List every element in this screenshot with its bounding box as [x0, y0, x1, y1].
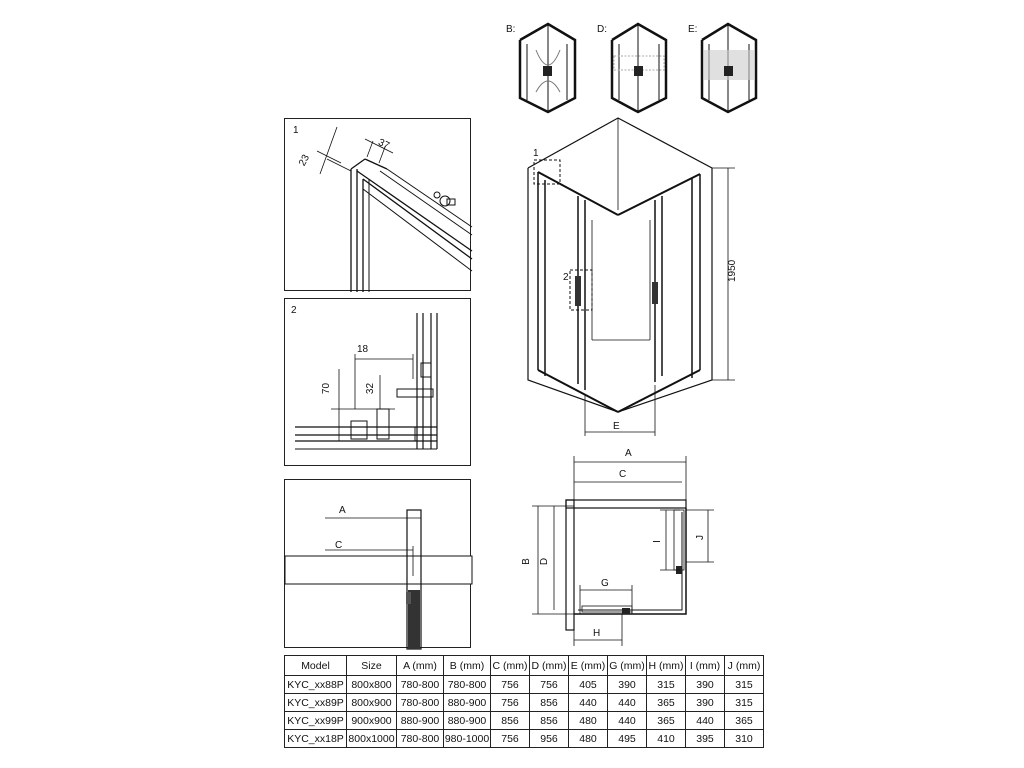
cell-h: 365	[647, 712, 686, 730]
cell-c: 756	[491, 694, 530, 712]
plan-label-h: H	[593, 628, 601, 639]
detail-2-dim-b: 70	[321, 382, 333, 395]
cell-e: 405	[569, 676, 608, 694]
cell-a: 880-900	[397, 712, 444, 730]
detail-1-dim-a: 23	[297, 153, 313, 168]
plan-label-i: I	[651, 540, 663, 543]
plan-label-c: C	[619, 469, 627, 480]
header-h: H (mm)	[647, 656, 686, 676]
variant-b-label: B:	[506, 24, 516, 35]
plan-label-b: B	[520, 558, 532, 565]
plan-label-d: D	[539, 557, 551, 566]
header-j: J (mm)	[725, 656, 764, 676]
cell-e: 480	[569, 730, 608, 748]
cell-b: 980-1000	[444, 730, 491, 748]
elevation-width-label: E	[613, 421, 620, 432]
cell-h: 315	[647, 676, 686, 694]
cell-size: 800x900	[347, 694, 397, 712]
cell-i: 390	[686, 694, 725, 712]
table-row	[285, 694, 764, 712]
cell-h: 365	[647, 694, 686, 712]
detail-1-dim-b: 37	[376, 137, 391, 152]
cell-model: KYC_xx89P	[285, 694, 347, 712]
cell-model: KYC_xx88P	[285, 676, 347, 694]
cell-c: 756	[491, 676, 530, 694]
detail-2-dim-c: 32	[365, 382, 377, 395]
cell-i: 440	[686, 712, 725, 730]
cell-j: 365	[725, 712, 764, 730]
table-row	[285, 730, 764, 748]
cell-size: 800x1000	[347, 730, 397, 748]
header-g: G (mm)	[608, 656, 647, 676]
cell-model: KYC_xx18P	[285, 730, 347, 748]
cell-d: 856	[530, 712, 569, 730]
cell-j: 315	[725, 676, 764, 694]
table-row	[285, 712, 764, 730]
cell-a: 780-800	[397, 676, 444, 694]
plan-label-j: J	[695, 535, 706, 540]
cell-b: 880-900	[444, 694, 491, 712]
cell-j: 315	[725, 694, 764, 712]
table-row	[285, 676, 764, 694]
header-e: E (mm)	[569, 656, 608, 676]
cell-d: 756	[530, 676, 569, 694]
elevation-callout-1: 1	[533, 148, 539, 159]
variant-e-label: E:	[688, 24, 698, 35]
cell-i: 390	[686, 676, 725, 694]
cell-d: 956	[530, 730, 569, 748]
cell-g: 440	[608, 694, 647, 712]
spec-table	[284, 655, 764, 748]
variant-d-label: D:	[597, 24, 607, 35]
cell-h: 410	[647, 730, 686, 748]
cell-j: 310	[725, 730, 764, 748]
detail-1-number: 1	[293, 125, 299, 136]
cell-e: 480	[569, 712, 608, 730]
header-model: Model	[285, 656, 347, 676]
section-label-a: A	[339, 505, 346, 516]
cell-a: 780-800	[397, 694, 444, 712]
cell-c: 856	[491, 712, 530, 730]
plan-label-a: A	[625, 448, 632, 459]
header-c: C (mm)	[491, 656, 530, 676]
cell-g: 440	[608, 712, 647, 730]
header-i: I (mm)	[686, 656, 725, 676]
cell-model: KYC_xx99P	[285, 712, 347, 730]
elevation-height-label: 1950	[727, 259, 738, 282]
section-label-c: C	[335, 540, 343, 551]
detail-2-dim-a: 18	[357, 344, 369, 355]
cell-g: 390	[608, 676, 647, 694]
cell-b: 880-900	[444, 712, 491, 730]
spec-table-header-row	[285, 656, 764, 676]
cell-a: 780-800	[397, 730, 444, 748]
cell-d: 856	[530, 694, 569, 712]
elevation-callout-2: 2	[563, 272, 569, 283]
cell-i: 395	[686, 730, 725, 748]
cell-b: 780-800	[444, 676, 491, 694]
header-a: A (mm)	[397, 656, 444, 676]
cell-size: 800x800	[347, 676, 397, 694]
header-size: Size	[347, 656, 397, 676]
cell-e: 440	[569, 694, 608, 712]
cell-c: 756	[491, 730, 530, 748]
cell-size: 900x900	[347, 712, 397, 730]
header-d: D (mm)	[530, 656, 569, 676]
header-b: B (mm)	[444, 656, 491, 676]
detail-2-number: 2	[291, 305, 297, 316]
cell-g: 495	[608, 730, 647, 748]
plan-label-g: G	[601, 578, 609, 589]
